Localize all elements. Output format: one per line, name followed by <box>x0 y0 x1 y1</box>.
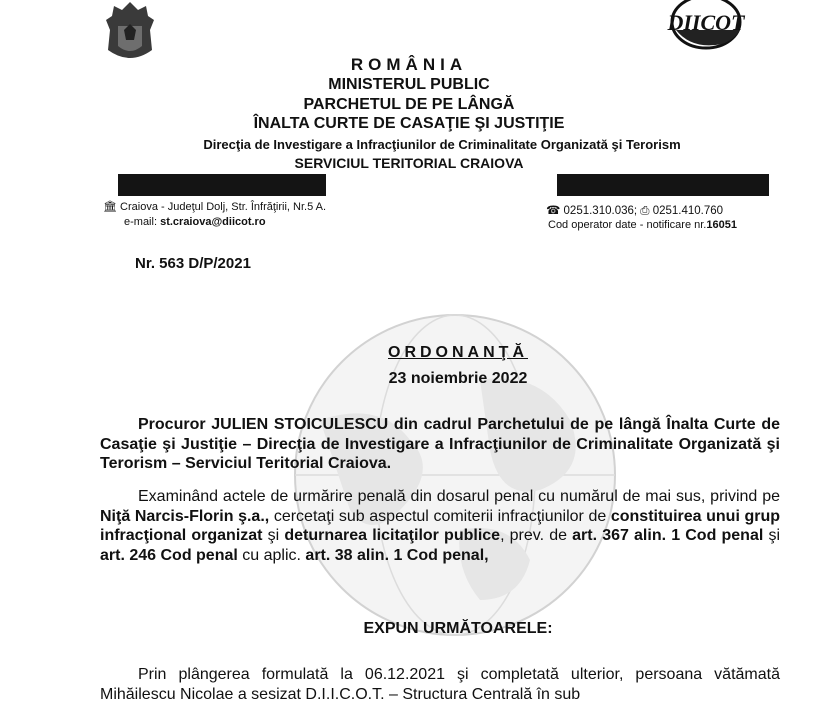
phone-icon: ☎ <box>546 205 561 217</box>
paragraph-complaint: Prin plângerea formulată la 06.12.2021 şi completată ulterior, persoana vătămată Mihăilescu Nicolae a sesizat D.I.I.C.O.T. – Structura Centrală în sub <box>100 666 780 703</box>
country-heading: ROMÂNIA <box>350 55 468 74</box>
paragraph-examination: Examinând actele de urmărire penală din dosarul penal cu numărul de mai sus, privind pe Niţă Narcis-Florin ş.a., cercetaţi sub aspectul comiterii infracţiunilor de constituirea unui grup infracţional organizat şi deturnarea licitaţilor publice, prev. de art. 367 alin. 1 Cod penal şi art. 246 Cod penal cu aplic. art. 38 alin. 1 Cod penal, <box>100 488 781 564</box>
building-icon: 🏛 <box>103 201 117 213</box>
fax-number: 0251.410.760 <box>652 205 724 217</box>
paragraph-prosecutor: Procuror JULIEN STOICULESCU din cadrul Parchetului de pe lângă Înalta Curte de Casaţie şi Justiţie – Direcţia de Investigare a Infracţiunilor de Criminalitate Organizată şi Terorism – Serviciul Teritorial Craiova. <box>100 416 780 472</box>
fax-icon: ⎙ <box>640 205 650 217</box>
document-date: 23 noiembrie 2022 <box>388 370 528 387</box>
document-number: Nr. 563 D/P/2021 <box>135 255 251 272</box>
section-heading: EXPUN URMĂTOARELE: <box>363 620 553 637</box>
diicot-logo <box>662 0 752 52</box>
phone-number: 0251.310.036; <box>563 205 638 217</box>
document-title: ORDONANŢĂ <box>388 344 528 361</box>
email-label: e-mail: <box>124 216 158 228</box>
email-address[interactable]: st.craiova@diicot.ro <box>160 216 266 228</box>
redaction-bar-left <box>118 174 326 196</box>
court-heading: ÎNALTA CURTE DE CASAŢIE ŞI JUSTIŢIE <box>253 115 565 132</box>
address-line <box>103 200 326 213</box>
service-heading: SERVICIUL TERITORIAL CRAIOVA <box>294 155 524 171</box>
redaction-bar-right <box>557 174 769 196</box>
parchet-heading: PARCHETUL DE PE LÂNGĂ <box>303 96 515 113</box>
address-text: Craiova - Judeţul Dolj, Str. Înfrăţirii, Nr.5 A. <box>120 201 327 213</box>
ministry-heading: MINISTERUL PUBLIC <box>328 76 490 93</box>
logo-text: DIICOT <box>667 10 745 35</box>
operator-label: Cod operator date - notificare nr. <box>548 219 707 231</box>
phone-line <box>546 203 723 218</box>
operator-number: 16051 <box>706 219 737 231</box>
operator-code-line <box>548 219 737 231</box>
directorate-heading: Direcţia de Investigare a Infracţiunilor de Criminalitate Organizată şi Terorism <box>203 137 681 152</box>
email-line <box>124 216 266 228</box>
